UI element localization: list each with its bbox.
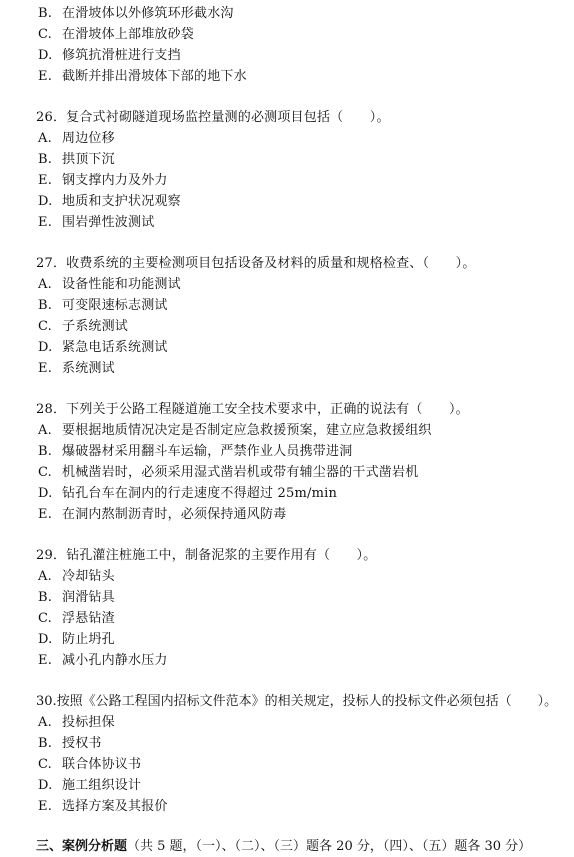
- option-text: 设备性能和功能测试: [62, 277, 181, 292]
- option-letter: C.: [38, 757, 53, 772]
- option-letter: D.: [38, 486, 53, 501]
- option-letter: A.: [38, 277, 52, 292]
- option-letter: C.: [38, 611, 53, 626]
- option-letter: E.: [38, 361, 53, 376]
- option-25-c: [38, 27, 194, 43]
- option-letter: A.: [38, 423, 52, 438]
- option-text: 系统测试: [62, 361, 115, 376]
- option-letter: D.: [38, 340, 53, 355]
- option-27-b: [38, 298, 168, 314]
- section-heading: [36, 839, 531, 855]
- option-text: 投标担保: [62, 715, 115, 730]
- option-letter: E.: [38, 215, 53, 230]
- question-26-stem: 26．复合式衬砌隧道现场监控量测的必测项目包括（ ）。: [36, 110, 390, 125]
- option-text: 在滑坡体上部堆放砂袋: [62, 27, 195, 42]
- option-28-a: [38, 423, 432, 439]
- option-text: 周边位移: [62, 131, 115, 146]
- option-text: 联合体协议书: [62, 757, 142, 772]
- option-letter: E.: [38, 69, 53, 84]
- option-letter: E.: [38, 173, 53, 188]
- option-letter: B.: [38, 6, 53, 21]
- option-29-e: [38, 653, 168, 669]
- option-26-a: [38, 131, 115, 147]
- option-30-e: [38, 799, 168, 815]
- option-30-b: [38, 736, 102, 752]
- option-letter: C.: [38, 27, 53, 42]
- option-28-d: [38, 486, 337, 502]
- option-25-b: [38, 6, 234, 22]
- option-text: 地质和支护状况观察: [62, 194, 181, 209]
- option-29-c: [38, 611, 115, 627]
- option-28-c: [38, 465, 418, 481]
- option-text: 子系统测试: [62, 319, 129, 334]
- option-text: 在滑坡体以外修筑环形截水沟: [62, 6, 234, 21]
- option-text: 选择方案及其报价: [62, 799, 168, 814]
- option-25-d: [38, 48, 181, 64]
- option-text: 围岩弹性波测试: [62, 215, 155, 230]
- option-28-e: [38, 507, 286, 523]
- option-letter: D.: [38, 778, 53, 793]
- option-letter: D.: [38, 48, 53, 63]
- option-29-b: [38, 590, 115, 606]
- option-text: 修筑抗滑桩进行支挡: [62, 48, 181, 63]
- option-text: 在洞内熬制沥青时，必须保持通风防毒: [62, 507, 287, 522]
- option-25-e: [38, 69, 247, 85]
- option-26-e: [38, 215, 154, 231]
- option-27-c: [38, 319, 128, 335]
- option-text: 润滑钻具: [62, 590, 115, 605]
- option-letter: D.: [38, 194, 53, 209]
- option-30-d: [38, 778, 141, 794]
- option-text: 机械凿岩时，必须采用湿式凿岩机或带有辅尘器的干式凿岩机: [62, 465, 419, 480]
- option-letter: B.: [38, 590, 53, 605]
- option-letter: E.: [38, 507, 53, 522]
- option-30-c: [38, 757, 141, 773]
- question-28-stem: 28．下列关于公路工程隧道施工安全技术要求中，正确的说法有（ ）。: [36, 402, 469, 417]
- option-27-e: [38, 361, 115, 377]
- option-text: 浮悬钻渣: [62, 611, 115, 626]
- question-27-stem: 27．收费系统的主要检测项目包括设备及材料的质量和规格检查、（ ）。: [36, 256, 476, 271]
- option-text: 钢支撑内力及外力: [62, 173, 168, 188]
- option-text: 紧急电话系统测试: [62, 340, 168, 355]
- option-27-d: [38, 340, 168, 356]
- option-29-a: [38, 569, 115, 585]
- option-26-c: [38, 173, 168, 189]
- option-28-b: [38, 444, 352, 460]
- question-30-stem: 30.按照《公路工程国内招标文件范本》的相关规定，投标人的投标文件必须包括（ ）。: [36, 694, 558, 709]
- section-note: （共 5 题，（一）、（二）、（三）题各 20 分，（四）、（五）题各 30 分）: [127, 839, 532, 854]
- option-27-a: [38, 277, 181, 293]
- question-29-stem: 29．钻孔灌注桩施工中，制备泥浆的主要作用有（ ）。: [36, 548, 377, 563]
- option-letter: B.: [38, 298, 53, 313]
- option-letter: A.: [38, 569, 52, 584]
- option-text: 钻孔台车在洞内的行走速度不得超过 25m/min: [62, 486, 338, 501]
- option-letter: B.: [38, 152, 53, 167]
- option-letter: A.: [38, 715, 52, 730]
- option-text: 防止坍孔: [62, 632, 115, 647]
- option-letter: B.: [38, 444, 53, 459]
- option-26-b: [38, 152, 115, 168]
- option-letter: E.: [38, 653, 53, 668]
- option-text: 减小孔内静水压力: [62, 653, 168, 668]
- option-29-d: [38, 632, 115, 648]
- option-text: 可变限速标志测试: [62, 298, 168, 313]
- option-text: 授权书: [62, 736, 102, 751]
- option-26-d: [38, 194, 181, 210]
- option-text: 截断并排出滑坡体下部的地下水: [62, 69, 247, 84]
- option-text: 爆破器材采用翻斗车运输，严禁作业人员携带进洞: [62, 444, 353, 459]
- option-text: 要根据地质情况决定是否制定应急救援预案，建立应急救援组织: [62, 423, 432, 438]
- option-text: 施工组织设计: [62, 778, 142, 793]
- option-letter: C.: [38, 465, 53, 480]
- option-text: 拱顶下沉: [62, 152, 115, 167]
- option-letter: A.: [38, 131, 52, 146]
- option-letter: C.: [38, 319, 53, 334]
- option-text: 冷却钻头: [62, 569, 115, 584]
- option-letter: D.: [38, 632, 53, 647]
- option-30-a: [38, 715, 115, 731]
- section-title: 三、案例分析题: [36, 839, 128, 854]
- option-letter: B.: [38, 736, 53, 751]
- option-letter: E.: [38, 799, 53, 814]
